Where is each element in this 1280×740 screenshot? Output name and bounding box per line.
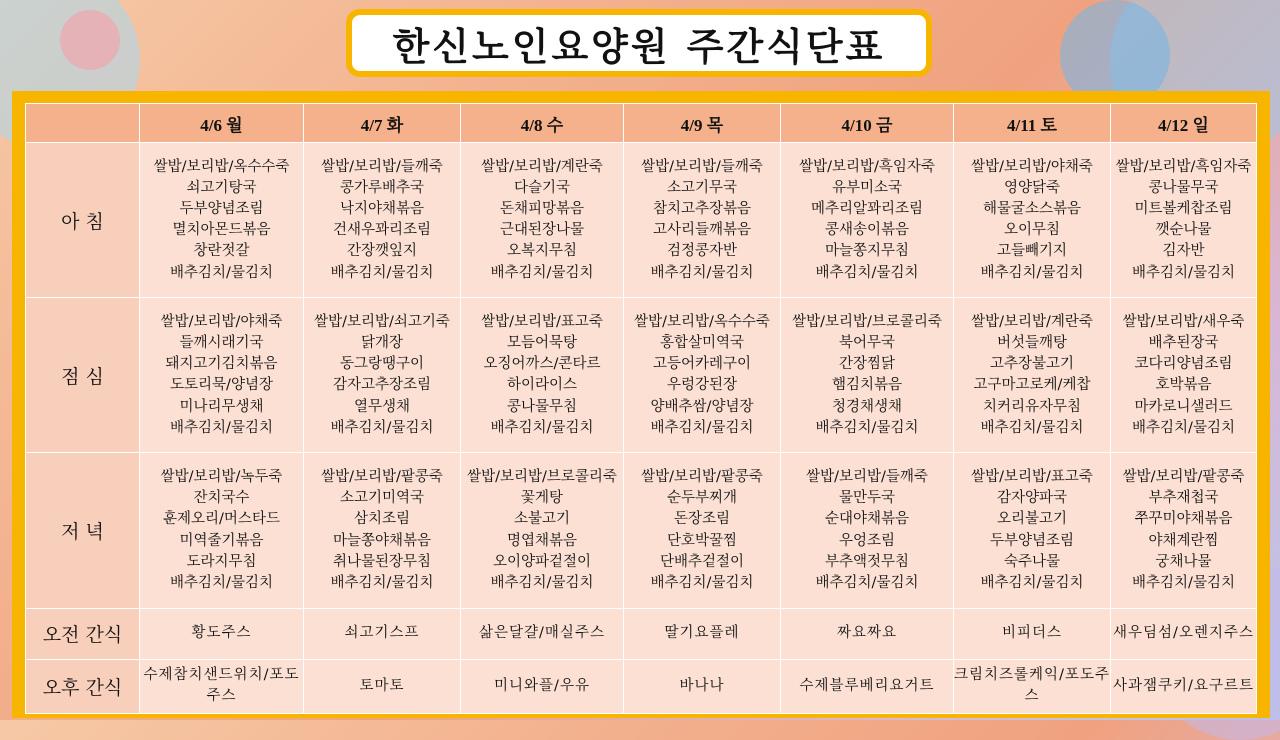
menu-item: 짜요짜요 [836, 625, 898, 642]
menu-item: 숙주나물 [1003, 553, 1061, 570]
menu-item: 야채계란찜 [1148, 532, 1219, 549]
menu-item: 배추김치/물김치 [1132, 264, 1235, 281]
menu-item: 낙지야채볶음 [339, 200, 425, 217]
menu-item: 고들빼기지 [996, 243, 1068, 260]
day-header-1: 4/6 월 [140, 104, 304, 143]
menu-item: 포도주스 [206, 667, 300, 705]
menu-table-frame [12, 91, 1270, 718]
menu-item: 배추김치/물김치 [330, 574, 434, 591]
day-header-3: 4/8 수 [461, 104, 624, 143]
menu-item: 도토리묵/양념장 [170, 377, 273, 394]
menu-item: 건새우꽈리조림 [332, 222, 432, 239]
meal-cell [624, 298, 781, 453]
snack-cell [304, 608, 461, 659]
menu-item: 마늘쫑야채볶음 [332, 532, 432, 549]
menu-item: 취나물된장무침 [332, 553, 432, 570]
meal-cell [461, 453, 624, 608]
menu-item: 쌀밥/보리밥/들깨죽 [806, 468, 928, 485]
menu-item: 감자고추장조림 [332, 377, 432, 394]
snack-cell [624, 608, 781, 659]
menu-item: 배추된장국 [1148, 334, 1219, 351]
menu-item: 쌀밥/보리밥/계란죽 [971, 313, 1093, 330]
menu-item: 요구르트 [1193, 677, 1254, 694]
menu-item: 쌀밥/보리밥/계란죽 [481, 158, 603, 175]
meal-cell [954, 453, 1111, 608]
meal-cell [781, 453, 954, 608]
snack-cell [781, 608, 954, 659]
menu-item: 쌀밥/보리밥/옥수수죽 [153, 158, 290, 175]
menu-item: 북어무국 [838, 334, 896, 351]
menu-item: 토마토 [359, 677, 405, 694]
day-header-5: 4/10 금 [781, 104, 954, 143]
menu-item: 동그랑땡구이 [339, 356, 425, 373]
menu-item: 검정콩자반 [666, 243, 738, 260]
menu-item: 간장찜닭 [838, 356, 896, 373]
snack-cell [461, 608, 624, 659]
menu-item: 도라지무침 [186, 553, 257, 570]
menu-item: 훈제오리/머스타드 [163, 511, 280, 528]
menu-item: 양배추쌈/양념장 [650, 398, 754, 415]
menu-item: 배추김치/물김치 [650, 574, 754, 591]
meal-row [26, 453, 1257, 608]
menu-item: 햄김치볶음 [831, 377, 903, 394]
menu-item: 황도주스 [191, 625, 252, 642]
menu-item: 고사리들깨볶음 [652, 222, 752, 239]
menu-item: 잔치국수 [193, 490, 250, 507]
menu-item: 마늘쫑지무침 [824, 243, 910, 260]
day-header-2: 4/7 화 [304, 104, 461, 143]
menu-item: 열무생채 [353, 398, 411, 415]
menu-item: 오리불고기 [996, 511, 1068, 528]
meal-cell [781, 298, 954, 453]
page-title: 한신노인요양원 주간식단표 [392, 24, 886, 69]
menu-item: 고구마고로케/케찹 [973, 377, 1091, 394]
snack-cell [140, 608, 304, 659]
menu-item: 배추김치/물김치 [980, 264, 1084, 281]
menu-item: 배추김치/물김치 [170, 264, 273, 281]
menu-item: 배추김치/물김치 [330, 264, 434, 281]
menu-item: 청경채생채 [831, 398, 903, 415]
menu-item: 쌀밥/보리밥/팥콩죽 [1122, 468, 1245, 485]
menu-item: 깻순나물 [1155, 222, 1212, 239]
meal-cell [461, 143, 624, 298]
menu-item: 배추김치/물김치 [170, 574, 273, 591]
menu-item: 미트볼케찹조림 [1134, 200, 1233, 217]
snack-cell [1111, 608, 1257, 659]
menu-item: 수제블루베리요거트 [799, 677, 935, 694]
snack-cell [1111, 659, 1257, 713]
menu-item: 쌀밥/보리밥/야채죽 [971, 158, 1093, 175]
menu-item: 포도주스 [1024, 667, 1110, 705]
menu-item: 오렌지주스 [1178, 625, 1254, 642]
menu-item: 두부양념조림 [989, 532, 1075, 549]
menu-item: 멸치아몬드볶음 [172, 222, 271, 239]
menu-item: 해물굴소스볶음 [982, 200, 1082, 217]
meal-cell [304, 143, 461, 298]
meal-cell [140, 453, 304, 608]
menu-item: 콩나물무침 [506, 398, 578, 415]
menu-item: 쌀밥/보리밥/브로콜리죽 [467, 468, 617, 485]
menu-item: 근대된장나물 [499, 222, 585, 239]
menu-item: 쭈꾸미야채볶음 [1134, 511, 1233, 528]
menu-item: 코다리양념조림 [1134, 356, 1233, 373]
meal-cell [624, 453, 781, 608]
menu-item: 영양닭죽 [1003, 179, 1061, 196]
header-corner-cell [26, 104, 140, 143]
menu-item: 참치고추장볶음 [652, 200, 752, 217]
menu-item: 쌀밥/보리밥/흑임자죽 [1115, 158, 1252, 175]
menu-item: 크림치즈롤케익/ [954, 667, 1065, 684]
menu-item: 콩새송이볶음 [824, 222, 910, 239]
menu-item: 바나나 [679, 677, 725, 694]
meal-row [26, 298, 1257, 453]
menu-item: 닭개장 [360, 334, 404, 351]
menu-item: 오이무침 [1003, 222, 1061, 239]
snack-cell [954, 659, 1111, 713]
day-header-7: 4/12 일 [1111, 104, 1257, 143]
title-banner [346, 9, 932, 77]
menu-item: 돼지고기김치볶음 [165, 356, 278, 373]
meal-cell [304, 453, 461, 608]
menu-item: 배추김치/물김치 [980, 574, 1084, 591]
menu-item: 단호박꿀찜 [666, 532, 738, 549]
menu-item: 명엽채볶음 [506, 532, 578, 549]
menu-item: 쌀밥/보리밥/들깨죽 [641, 158, 763, 175]
menu-item: 돈장조림 [673, 511, 731, 528]
meal-cell [781, 143, 954, 298]
menu-item: 쌀밥/보리밥/팥콩죽 [641, 468, 763, 485]
menu-item: 수제참치샌드위치/ [143, 667, 270, 684]
menu-item: 배추김치/물김치 [490, 419, 594, 436]
menu-item: 쌀밥/보리밥/옥수수죽 [634, 313, 770, 330]
menu-item: 배추김치/물김치 [650, 264, 754, 281]
menu-item: 두부양념조림 [179, 200, 264, 217]
menu-item: 콩가루배추국 [339, 179, 425, 196]
menu-item: 배추김치/물김치 [490, 574, 594, 591]
menu-item: 호박볶음 [1155, 377, 1212, 394]
menu-item: 오이양파겉절이 [492, 553, 592, 570]
snack-cell [624, 659, 781, 713]
menu-item: 배추김치/물김치 [980, 419, 1084, 436]
meal-cell [461, 298, 624, 453]
menu-body [26, 143, 1257, 714]
menu-item: 쇠고기탕국 [186, 179, 257, 196]
meal-row [26, 143, 1257, 298]
meal-label: 점 심 [26, 298, 140, 453]
snack-cell [954, 608, 1111, 659]
menu-item: 새우딤섬/ [1113, 625, 1179, 642]
menu-item: 미니와플/우유 [494, 677, 590, 694]
menu-item: 마카로니샐러드 [1134, 398, 1233, 415]
menu-item: 들깨시래기국 [179, 334, 264, 351]
menu-item: 메추리알꽈리조림 [810, 200, 924, 217]
meal-label: 저 녁 [26, 453, 140, 608]
menu-item: 쌀밥/보리밥/들깨죽 [321, 158, 443, 175]
snack-row [26, 659, 1257, 713]
menu-item: 콩나물무국 [1148, 179, 1219, 196]
meal-label: 아 침 [26, 143, 140, 298]
menu-item: 쌀밥/보리밥/표고죽 [481, 313, 603, 330]
snack-cell [140, 659, 304, 713]
menu-item: 소불고기 [513, 511, 571, 528]
menu-item: 소고기미역국 [339, 490, 425, 507]
menu-item: 사과잼쿠키/ [1113, 677, 1194, 694]
menu-item: 쌀밥/보리밥/표고죽 [971, 468, 1093, 485]
menu-item: 미역줄기볶음 [179, 532, 264, 549]
menu-item: 물만두국 [838, 490, 896, 507]
menu-item: 배추김치/물김치 [815, 264, 919, 281]
menu-item: 쌀밥/보리밥/브로콜리죽 [792, 313, 942, 330]
meal-cell [954, 298, 1111, 453]
menu-item: 배추김치/물김치 [1132, 574, 1235, 591]
day-header-6: 4/11 토 [954, 104, 1111, 143]
menu-item: 꽃게탕 [520, 490, 564, 507]
menu-item: 다슬기국 [513, 179, 571, 196]
menu-item: 삼치조림 [353, 511, 411, 528]
menu-item: 간장깻잎지 [346, 243, 418, 260]
meal-cell [304, 298, 461, 453]
menu-item: 궁채나물 [1155, 553, 1212, 570]
menu-item: 배추김치/물김치 [330, 419, 434, 436]
menu-item: 순대야채볶음 [824, 511, 910, 528]
snack-label: 오전 간식 [26, 608, 140, 659]
snack-label: 오후 간식 [26, 659, 140, 713]
menu-item: 배추김치/물김치 [170, 419, 273, 436]
weekly-menu-table [25, 103, 1257, 714]
menu-item: 부추재첩국 [1148, 490, 1219, 507]
menu-item: 쌀밥/보리밥/쇠고기죽 [314, 313, 450, 330]
menu-item: 삶은달걀/매실주스 [479, 625, 605, 642]
day-header-4: 4/9 목 [624, 104, 781, 143]
menu-item: 단배추겉절이 [659, 553, 745, 570]
menu-item: 배추김치/물김치 [490, 264, 594, 281]
snack-cell [781, 659, 954, 713]
menu-item: 창란젓갈 [193, 243, 250, 260]
meal-cell [140, 143, 304, 298]
menu-item: 감자양파국 [996, 490, 1068, 507]
menu-item: 미나리무생채 [179, 398, 264, 415]
menu-item: 하이라이스 [506, 377, 578, 394]
menu-item: 우렁강된장 [666, 377, 738, 394]
menu-item: 비피더스 [1001, 625, 1063, 642]
menu-item: 쌀밥/보리밥/녹두죽 [160, 468, 283, 485]
menu-item: 쇠고기스프 [344, 625, 420, 642]
snack-cell [461, 659, 624, 713]
menu-item: 쌀밥/보리밥/야채죽 [160, 313, 283, 330]
meal-cell [624, 143, 781, 298]
menu-item: 배추김치/물김치 [1132, 419, 1235, 436]
menu-item: 고등어카레구이 [652, 356, 752, 373]
menu-item: 배추김치/물김치 [650, 419, 754, 436]
meal-cell [140, 298, 304, 453]
menu-item: 배추김치/물김치 [815, 574, 919, 591]
menu-item: 딸기요플레 [664, 625, 740, 642]
menu-item: 쌀밥/보리밥/새우죽 [1122, 313, 1245, 330]
menu-item: 부추액젓무침 [824, 553, 910, 570]
meal-cell [954, 143, 1111, 298]
menu-item: 고추장불고기 [989, 356, 1075, 373]
menu-item: 오징어까스/콘타르 [483, 356, 601, 373]
menu-item: 유부미소국 [831, 179, 903, 196]
meal-cell [1111, 298, 1257, 453]
menu-item: 쌀밥/보리밥/흑임자죽 [799, 158, 935, 175]
menu-item: 순두부찌개 [666, 490, 738, 507]
day-header-row [26, 104, 1257, 143]
menu-item: 오복지무침 [506, 243, 578, 260]
snack-cell [304, 659, 461, 713]
menu-item: 치커리유자무침 [982, 398, 1082, 415]
menu-item: 모듬어묵탕 [506, 334, 578, 351]
menu-item: 홍합살미역국 [659, 334, 745, 351]
snack-row [26, 608, 1257, 659]
meal-cell [1111, 143, 1257, 298]
menu-item: 김자반 [1162, 243, 1205, 260]
menu-item: 돈채피망볶음 [499, 200, 585, 217]
menu-item: 우엉조림 [838, 532, 896, 549]
menu-item: 버섯들깨탕 [996, 334, 1068, 351]
background-strawberry-decoration [60, 10, 120, 70]
menu-item: 배추김치/물김치 [815, 419, 919, 436]
meal-cell [1111, 453, 1257, 608]
menu-item: 쌀밥/보리밥/팥콩죽 [321, 468, 443, 485]
menu-item: 소고기무국 [666, 179, 738, 196]
